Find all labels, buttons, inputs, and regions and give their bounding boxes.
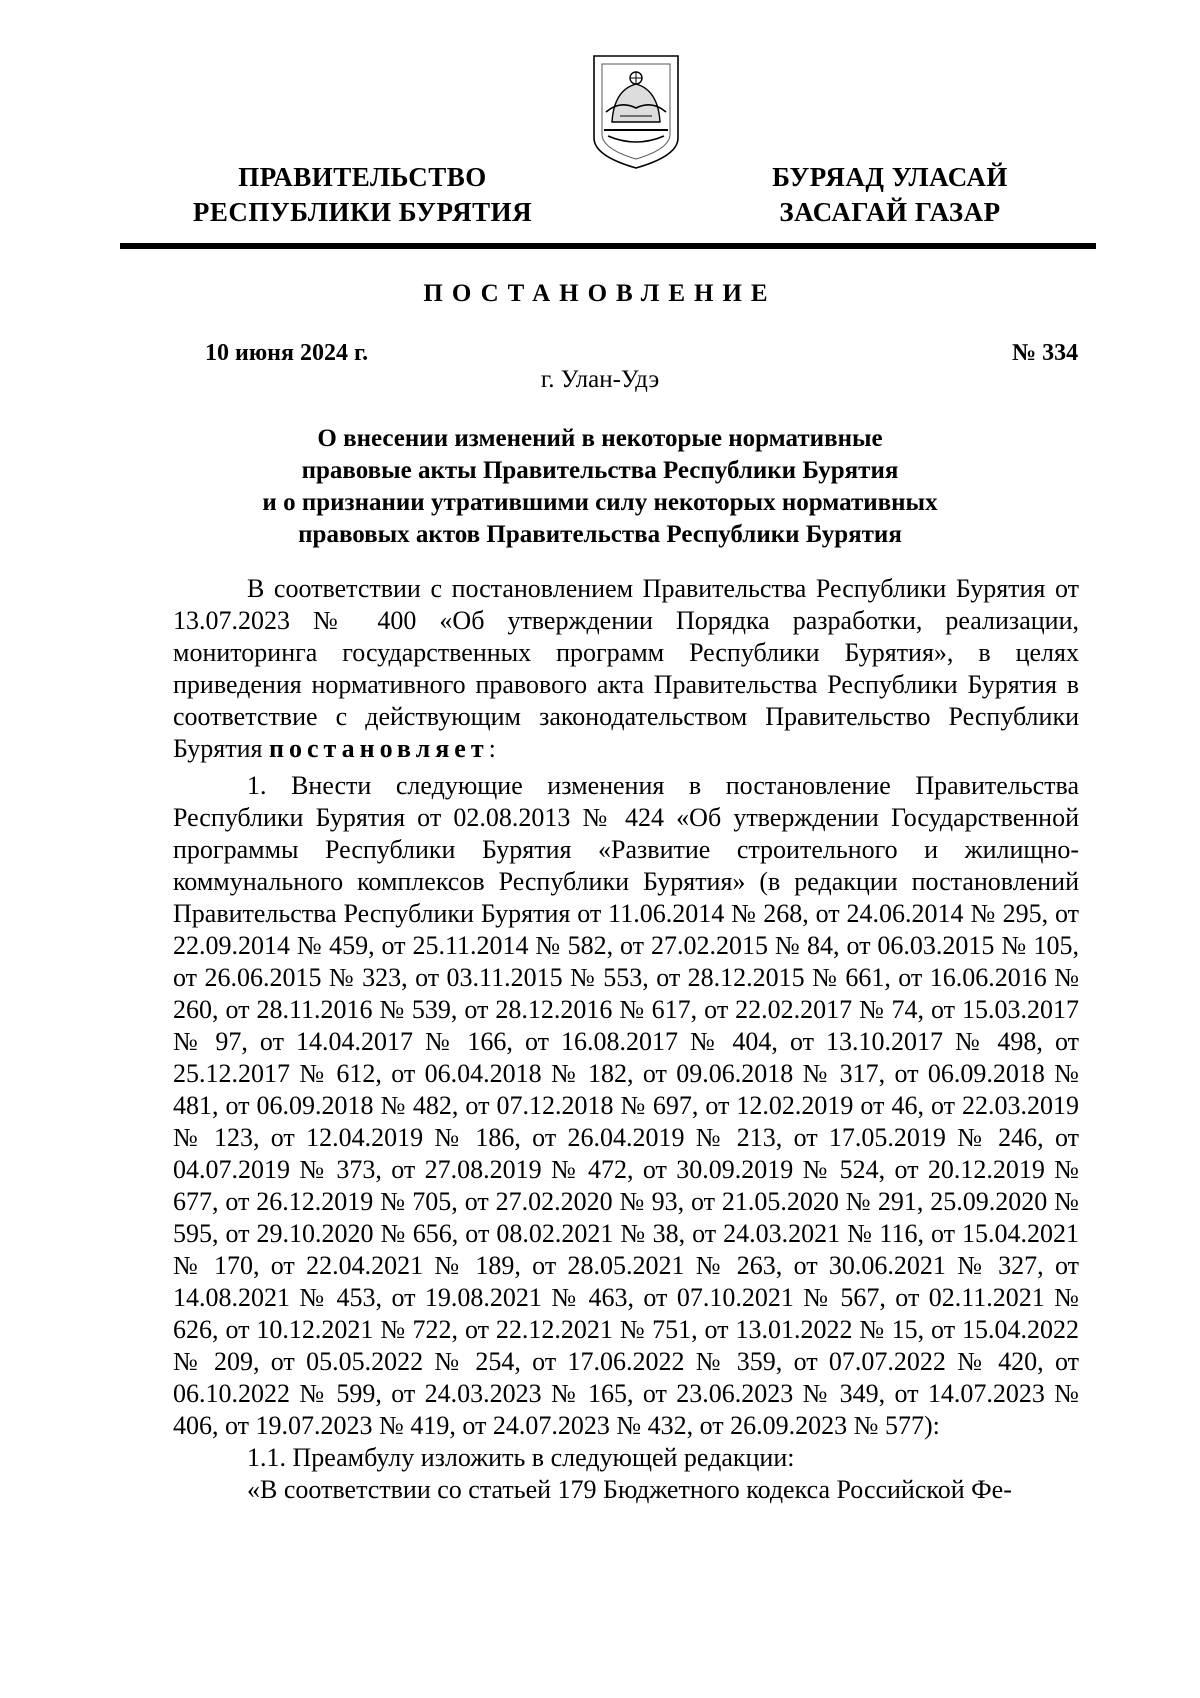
- header-right-line1: БУРЯАД УЛАСАЙ: [772, 162, 1008, 192]
- header-right-line2: ЗАСАГАЙ ГАЗАР: [779, 197, 1001, 227]
- header-government-bua: [755, 160, 1025, 230]
- header-left-line2: РЕСПУБЛИКИ БУРЯТИЯ: [192, 197, 533, 227]
- header-divider: [120, 243, 1096, 249]
- coat-of-arms-emblem: [590, 52, 682, 170]
- document-body: [173, 573, 1079, 1506]
- document-number: № 334: [1012, 340, 1079, 366]
- preamble-paragraph: [173, 573, 1079, 765]
- item-1-paragraph: 1. Внести следующие изменения в постановление Правительства Республики Бурятия от 02.08.2013 № 424 «Об утверждении Государственной программы Республики Бурятия «Развитие строительного и жилищно-коммунального комплексов Республики Бурятия» (в редакции постановлений Правительства Республики Бурятия от 11.06.2014 № 268, от 24.06.2014 № 295, от 22.09.2014 № 459, от 25.11.2014 № 582, от 27.02.2015 № 84, от 06.03.2015 № 105, от 26.06.2015 № 323, от 03.11.2015 № 553, от 28.12.2015 № 661, от 16.06.2016 № 260, от 28.11.2016 № 539, от 28.12.2016 № 617, от 22.02.2017 № 74, от 15.03.2017 № 97, от 14.04.2017 № 166, от 16.08.2017 № 404, от 13.10.2017 № 498, от 25.12.2017 № 612, от 06.04.2018 № 182, от 09.06.2018 № 317, от 06.09.2018 № 481, от 06.09.2018 № 482, от 07.12.2018 № 697, от 12.02.2019 от 46, от 22.03.2019 № 123, от 12.04.2019 № 186, от 26.04.2019 № 213, от 17.05.2019 № 246, от 04.07.2019 № 373, от 27.08.2019 № 472, от 30.09.2019 № 524, от 20.12.2019 № 677, от 26.12.2019 № 705, от 27.02.2020 № 93, от 21.05.2020 № 291, 25.09.2020 № 595, от 29.10.2020 № 656, от 08.02.2021 № 38, от 24.03.2021 № 116, от 15.04.2021 № 170, от 22.04.2021 № 189, от 28.05.2021 № 263, от 30.06.2021 № 327, от 14.08.2021 № 453, от 19.08.2021 № 463, от 07.10.2021 № 567, от 02.11.2021 № 626, от 10.12.2021 № 722, от 22.12.2021 № 751, от 13.01.2022 № 15, от 15.04.2022 № 209, от 05.05.2022 № 254, от 17.06.2022 № 359, от 07.07.2022 № 420, от 06.10.2022 № 599, от 24.03.2023 № 165, от 23.06.2023 № 349, от 14.07.2023 № 406, от 19.07.2023 № 419, от 24.07.2023 № 432, от 26.09.2023 № 577):: [173, 771, 1079, 1440]
- document-city: г. Улан-Удэ: [540, 366, 660, 393]
- title-line: правовые акты Правительства Республики Бурятия: [301, 457, 899, 484]
- title-line: О внесении изменений в некоторые нормативные: [317, 425, 883, 452]
- preamble-colon: :: [488, 734, 496, 763]
- resolves-keyword: постановляет: [268, 734, 489, 763]
- header-government-ru: [175, 160, 550, 230]
- title-line: и о признании утратившими силу некоторых нормативных: [262, 489, 938, 516]
- title-line: правовых актов Правительства Республики Бурятия: [298, 521, 902, 548]
- quoted-preamble-paragraph: «В соответствии со статьей 179 Бюджетного кодекса Российской Фе-: [247, 1475, 1012, 1504]
- document-title: [180, 423, 1020, 551]
- header-left-line1: ПРАВИТЕЛЬСТВО: [238, 162, 487, 192]
- document-date: 10 июня 2024 г.: [205, 340, 369, 366]
- item-1-1-paragraph: 1.1. Преамбулу изложить в следующей редакции:: [247, 1443, 795, 1472]
- preamble-text: В соответствии с постановлением Правительства Республики Бурятия от 13.07.2023 № 400 «Об утверждении Порядка разработки, реализации, мониторинга государственных программ Республики Бурятия», в целях приведения нормативного правового акта Правительства Республики Бурятия в соответствие с действующим законодательством Правительство Республики Бурятия: [173, 574, 1079, 763]
- document-type: ПОСТАНОВЛЕНИЕ: [423, 280, 777, 307]
